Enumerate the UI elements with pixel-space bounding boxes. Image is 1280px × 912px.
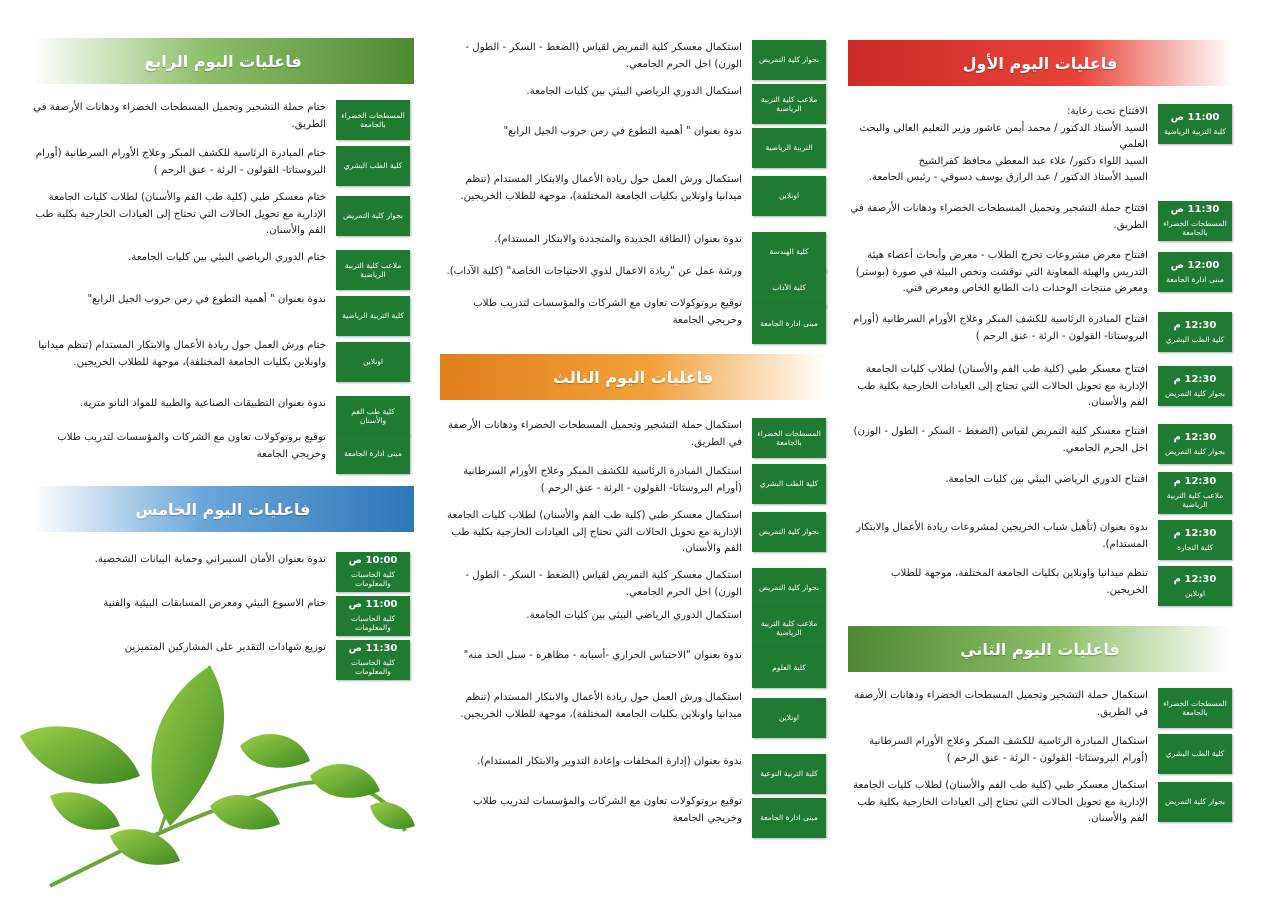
day3-item-text: استكمال الدوري الرياضي البيئي بين كليات الجامعة. [526, 610, 742, 621]
day4-item [32, 396, 414, 432]
day1-banner [848, 40, 1232, 86]
day3-item [440, 508, 826, 566]
day4-item-text: ندوة بعنوان التطبيقات الصناعية والطبية للمواد النانو مترية. [79, 398, 326, 409]
leaf-icon [110, 829, 180, 865]
day2-badge: التربية الرياضية [752, 128, 826, 168]
day5-title: فاعليات اليوم الخامس [135, 499, 311, 519]
day3-item [440, 794, 826, 838]
column-right [848, 0, 1232, 912]
day1-item [848, 248, 1232, 304]
day3-badge: مبنى ادارة الجامعة [752, 798, 826, 838]
day1-item [848, 201, 1232, 245]
day4-item-text: ختام معسكر طبي (كلية طب الفم والأسنان) لطلاب كليات الجامعة الإدارية مع تحويل الحالات التي تحتاج إلى العيادات الخارجية بكلية طب الفم والأسنان. [35, 192, 326, 237]
day1-item-text: ندوة بعنوان (تأهيل شباب الخريجين لمشروعات ريادة الأعمال والابتكار المستدام). [856, 522, 1148, 550]
day2-badge: كلية الهندسة [752, 232, 826, 272]
leaf-icon [370, 802, 415, 829]
day1-badge: 11:30 ص المسطحات الخضراء بالجامعة [1158, 201, 1232, 241]
day5-badge: 11:30 ص كلية الحاسبات والمعلومات [336, 640, 410, 680]
leaf-icon [20, 726, 140, 784]
day1-item-text: افتتاح الدوري الرياضي البيئي بين كليات الجامعة. [945, 474, 1148, 485]
day4-item-text: ندوة بعنوان " أهمية التطوع في زمن حروب الجيل الرابع" [87, 294, 326, 305]
day4-badge: مبنى ادارة الجامعة [336, 434, 410, 474]
day2-banner [848, 626, 1232, 672]
day2-item [440, 172, 826, 228]
day3-banner [440, 354, 826, 400]
day2-title: فاعليات اليوم الثاني [960, 639, 1120, 659]
day4-item [32, 292, 414, 328]
day1-item-text: افتتاح معسكر طبي (كلية طب الفم والأسنان) لطلاب كليات الجامعة الإدارية مع تحويل الحالات التي تحتاج إلى العيادات الخارجية بكلية طب الفم والأسنان. [857, 364, 1148, 409]
day4-badge: ملاعب كلية التربية الرياضية [336, 250, 410, 290]
day1-item [848, 424, 1232, 468]
day4-badge: كلية طب الفم والأسنان [336, 396, 410, 436]
day4-badge: بجوار كلية التمريض [336, 196, 410, 236]
day3-item [440, 464, 826, 508]
day3-badge: المسطحات الخضراء بالجامعة [752, 418, 826, 458]
day2-item [848, 734, 1232, 778]
day1-badge: 12:30 م بجوار كلية التمريض [1158, 424, 1232, 464]
day1-item [848, 472, 1232, 516]
day1-title: فاعليات اليوم الأول [962, 53, 1118, 73]
day3-item-text: استكمال حملة التشجير وتجميل المسطحات الخضراء ودهانات الأرصفة في الطريق. [448, 420, 742, 448]
day3-badge: بجوار كلية التمريض [752, 512, 826, 552]
day3-item [440, 690, 826, 748]
day2-item-text: استكمال حملة التشجير وتجميل المسطحات الخضراء ودهانات الأرصفة في الطريق. [854, 690, 1148, 718]
day3-item-text: استكمال معسكر كلية التمريض لقياس (الضغط - السكر - الطول - الوزن) اخل الحرم الجامعي. [465, 570, 742, 598]
leaf-icon [210, 795, 280, 830]
day3-item-text: ندوة بعنوان (إدارة المخلفات وإعادة التدوير والابتكار المستدام). [477, 756, 742, 767]
day2-item-text: استكمال معسكر طبي (كلية طب الفم والأسنان) لطلاب كليات الجامعة الإدارية مع تحويل الحالات التي تحتاج إلى العيادات الخارجية بكلية طب الفم والأسنان. [853, 780, 1148, 825]
day3-badge: كلية التربية النوعية [752, 754, 826, 794]
day1-item [848, 104, 1232, 194]
day4-item [32, 190, 414, 248]
day4-banner [32, 38, 414, 84]
day2-item-text: استكمال ورش العمل حول ريادة الأعمال والابتكار المستدام (تنظم ميدانيا واونلاين بكليات الجامعة المختلفة)، موجهة للطلاب الخريجين. [460, 174, 742, 202]
day3-item-text: ندوة بعنوان "الاحتباس الحراري -أسبابه - مظاهره - سبل الحد منه" [463, 650, 742, 661]
day3-badge: كلية الطب البشري [752, 464, 826, 504]
day4-badge: اونلاين [336, 342, 410, 382]
day5-item [32, 552, 414, 596]
day3-badge: اونلاين [752, 698, 826, 738]
day2-badge: كلية الطب البشري [1158, 734, 1232, 774]
day4-item [32, 146, 414, 190]
day4-item [32, 338, 414, 394]
day4-item-text: ختام المبادرة الرئاسية للكشف المبكر وعلاج الأورام السرطانية (أورام البروستاتا- القولون - الرئة - عنق الرحم ) [35, 148, 326, 176]
day4-badge: المسطحات الخضراء بالجامعة [336, 100, 410, 140]
day4-item-text: ختام الدوري الرياضي البيئي بين كليات الجامعة. [128, 252, 326, 263]
day4-item-text: توقيع بروتوكولات تعاون مع الشركات والمؤسسات لتدريب طلاب وخريجي الجامعة [57, 432, 326, 460]
day1-item [848, 566, 1232, 610]
day2-item-text: ندوة بعنوان (الطاقة الجديدة والمتجددة والابتكار المستدام). [494, 234, 742, 245]
day2-item [848, 778, 1232, 834]
day5-badge: 11:00 ص كلية الحاسبات والمعلومات [336, 596, 410, 636]
day2-item [848, 688, 1232, 732]
day2-item [440, 124, 826, 164]
day4-item [32, 100, 414, 144]
day3-item-text: استكمال ورش العمل حول ريادة الأعمال والابتكار المستدام (تنظم ميدانيا واونلاين بكليات الجامعة المختلفة)، موجهة للطلاب الخريجين. [460, 692, 742, 720]
day4-item-text: ختام حملة التشجير وتجميل المسطحات الخضراء ودهانات الأرصفة في الطريق. [33, 102, 326, 130]
day3-item-text: استكمال المبادرة الرئاسية للكشف المبكر وعلاج الأورام السرطانية (أورام البروستاتا- القولون - الرئة - عنق الرحم ) [463, 466, 742, 494]
day1-item [848, 312, 1232, 360]
day2-badge: المسطحات الخضراء بالجامعة [1158, 688, 1232, 728]
day2-item-text: ندوة بعنوان " أهمية التطوع في زمن حروب الجيل الرابع" [503, 126, 742, 137]
day1-badge: 12:00 ص مبنى ادارة الجامعة [1158, 252, 1232, 292]
day3-item-text: استكمال معسكر طبي (كلية طب الفم والأسنان) لطلاب كليات الجامعة الإدارية مع تحويل الحالات التي تحتاج إلى العيادات الخارجية بكلية طب الفم والأسنان. [447, 510, 742, 555]
day2-badge: مبنى ادارة الجامعة [752, 304, 826, 344]
column-middle [440, 0, 826, 912]
day1-item-text: الافتتاح تحت رعاية: السيد الأستاذ الدكتور / محمد أيمن عاشور وزير التعليم العالي والبحث العلمي السيد اللواء دكتور/ علاء عبد المعطي محافظ كفرالشيخ السيد الأستاذ الدكتور / عبد الرازق يوسف دسوقي - رئيس الجامعة. [859, 106, 1148, 184]
day3-item [440, 608, 826, 652]
day5-badge: 10:00 ص كلية الحاسبات والمعلومات [336, 552, 410, 592]
day5-item-text: توزيع شهادات التقدير على المشاركين المتميزين [124, 642, 326, 653]
day3-badge: بجوار كلية التمريض [752, 568, 826, 608]
day3-item [440, 568, 826, 612]
day1-item-text: افتتاح حملة التشجير وتجميل المسطحات الخضراء ودهانات الأرصفة في الطريق. [850, 203, 1148, 231]
day2-item-text: استكمال المبادرة الرئاسية للكشف المبكر وعلاج الأورام السرطانية (أورام البروستاتا- القولون - الرئة - عنق الرحم ) [869, 736, 1148, 764]
leaf-icon [151, 666, 224, 826]
day2-badge: بجوار كلية التمريض [752, 40, 826, 80]
day5-banner [32, 486, 414, 532]
day2-item-text: استكمال الدوري الرياضي البيئي بين كليات الجامعة. [526, 86, 742, 97]
day5-item [32, 596, 414, 640]
day5-item-text: ندوة بعنوان الأمان السيبراني وحماية البيانات الشخصية. [94, 554, 326, 565]
day1-badge: 12:30 م كلية الطب البشري [1158, 312, 1232, 352]
day3-badge: ملاعب كلية التربية الرياضية [752, 608, 826, 648]
day4-badge: كلية الطب البشري [336, 146, 410, 186]
day3-item [440, 648, 826, 692]
day4-item-text: ختام ورش العمل حول ريادة الأعمال والابتكار المستدام (تنظم ميدانيا واونلاين بكليات الجامعة المختلفة)، موجهة للطلاب الخريجين. [38, 340, 326, 368]
day1-badge: 12:30 م اونلاين [1158, 566, 1232, 606]
day3-title: فاعليات اليوم الثالث [552, 367, 714, 387]
leaves-illustration [10, 656, 430, 896]
day2-badge: اونلاين [752, 176, 826, 216]
day4-title: فاعليات اليوم الرابع [144, 51, 302, 71]
day1-item-text: افتتاح معرض مشروعات تخرج الطلاب - معرض وأبحاث أعضاء هيئة التدريس والهيئة المعاونة التي نوقشت وتخص البيئة في صورة (بوستر) ومعرض منتجات الوحدات ذات الطابع الخاص ومعرض فني. [855, 250, 1148, 295]
leaf-icon [50, 792, 120, 830]
day1-badge: 12:30 م كلية التجارة [1158, 520, 1232, 560]
day2-item-text: استكمال معسكر كلية التمريض لقياس (الضغط - السكر - الطول - الوزن) اخل الحرم الجامعي. [465, 42, 742, 70]
day1-item-text: افتتاح المبادرة الرئاسية للكشف المبكر وعلاج الأورام السرطانية (أورام البروستاتا- القولون - الرئة - عنق الرحم ) [853, 314, 1148, 342]
day2-item-text: ورشة عمل عن "ريادة الاعمال لذوي الاحتياجات الخاصة" (كلية الآداب). [446, 266, 742, 277]
day4-badge: كلية التربية الرياضية [336, 296, 410, 336]
day1-badge: 12:30 م ملاعب كلية التربية الرياضية [1158, 472, 1232, 514]
leaf-icon [240, 734, 310, 768]
day2-badge: كلية الآداب [752, 268, 826, 308]
day2-item [440, 40, 826, 84]
day1-item [848, 362, 1232, 418]
day2-badge: بجوار كلية التمريض [1158, 782, 1232, 822]
day1-item [848, 520, 1232, 564]
day5-item-text: ختام الاسبوع البيئي ومعرض المسابقات البيئية والفنية [103, 598, 326, 609]
day3-item [440, 754, 826, 794]
leaf-icon [310, 764, 380, 798]
day2-item [440, 84, 826, 120]
day1-item-text: افتتاح معسكر كلية التمريض لقياس (الضغط - السكر - الطول - الوزن) اخل الحرم الجامعي. [853, 426, 1148, 454]
day3-badge: كلية العلوم [752, 648, 826, 688]
day1-item-text: تنظم ميدانيا واونلاين بكليات الجامعة المختلفة، موجهة للطلاب الخريجين. [890, 568, 1148, 596]
day2-item [440, 296, 826, 336]
day3-item [440, 418, 826, 462]
day4-item [32, 430, 414, 470]
day1-badge: 12:30 م بجوار كلية التمريض [1158, 366, 1232, 406]
day1-badge: 11:00 ص كلية التربية الرياضية [1158, 104, 1232, 144]
day2-badge: ملاعب كلية التربية الرياضية [752, 84, 826, 124]
day3-item-text: توقيع بروتوكولات تعاون مع الشركات والمؤسسات لتدريب طلاب وخريجي الجامعة [473, 796, 742, 824]
day4-item [32, 250, 414, 286]
day2-item [440, 232, 826, 266]
day2-item [440, 264, 826, 298]
day2-item-text: توقيع بروتوكولات تعاون مع الشركات والمؤسسات لتدريب طلاب وخريجي الجامعة [473, 298, 742, 326]
